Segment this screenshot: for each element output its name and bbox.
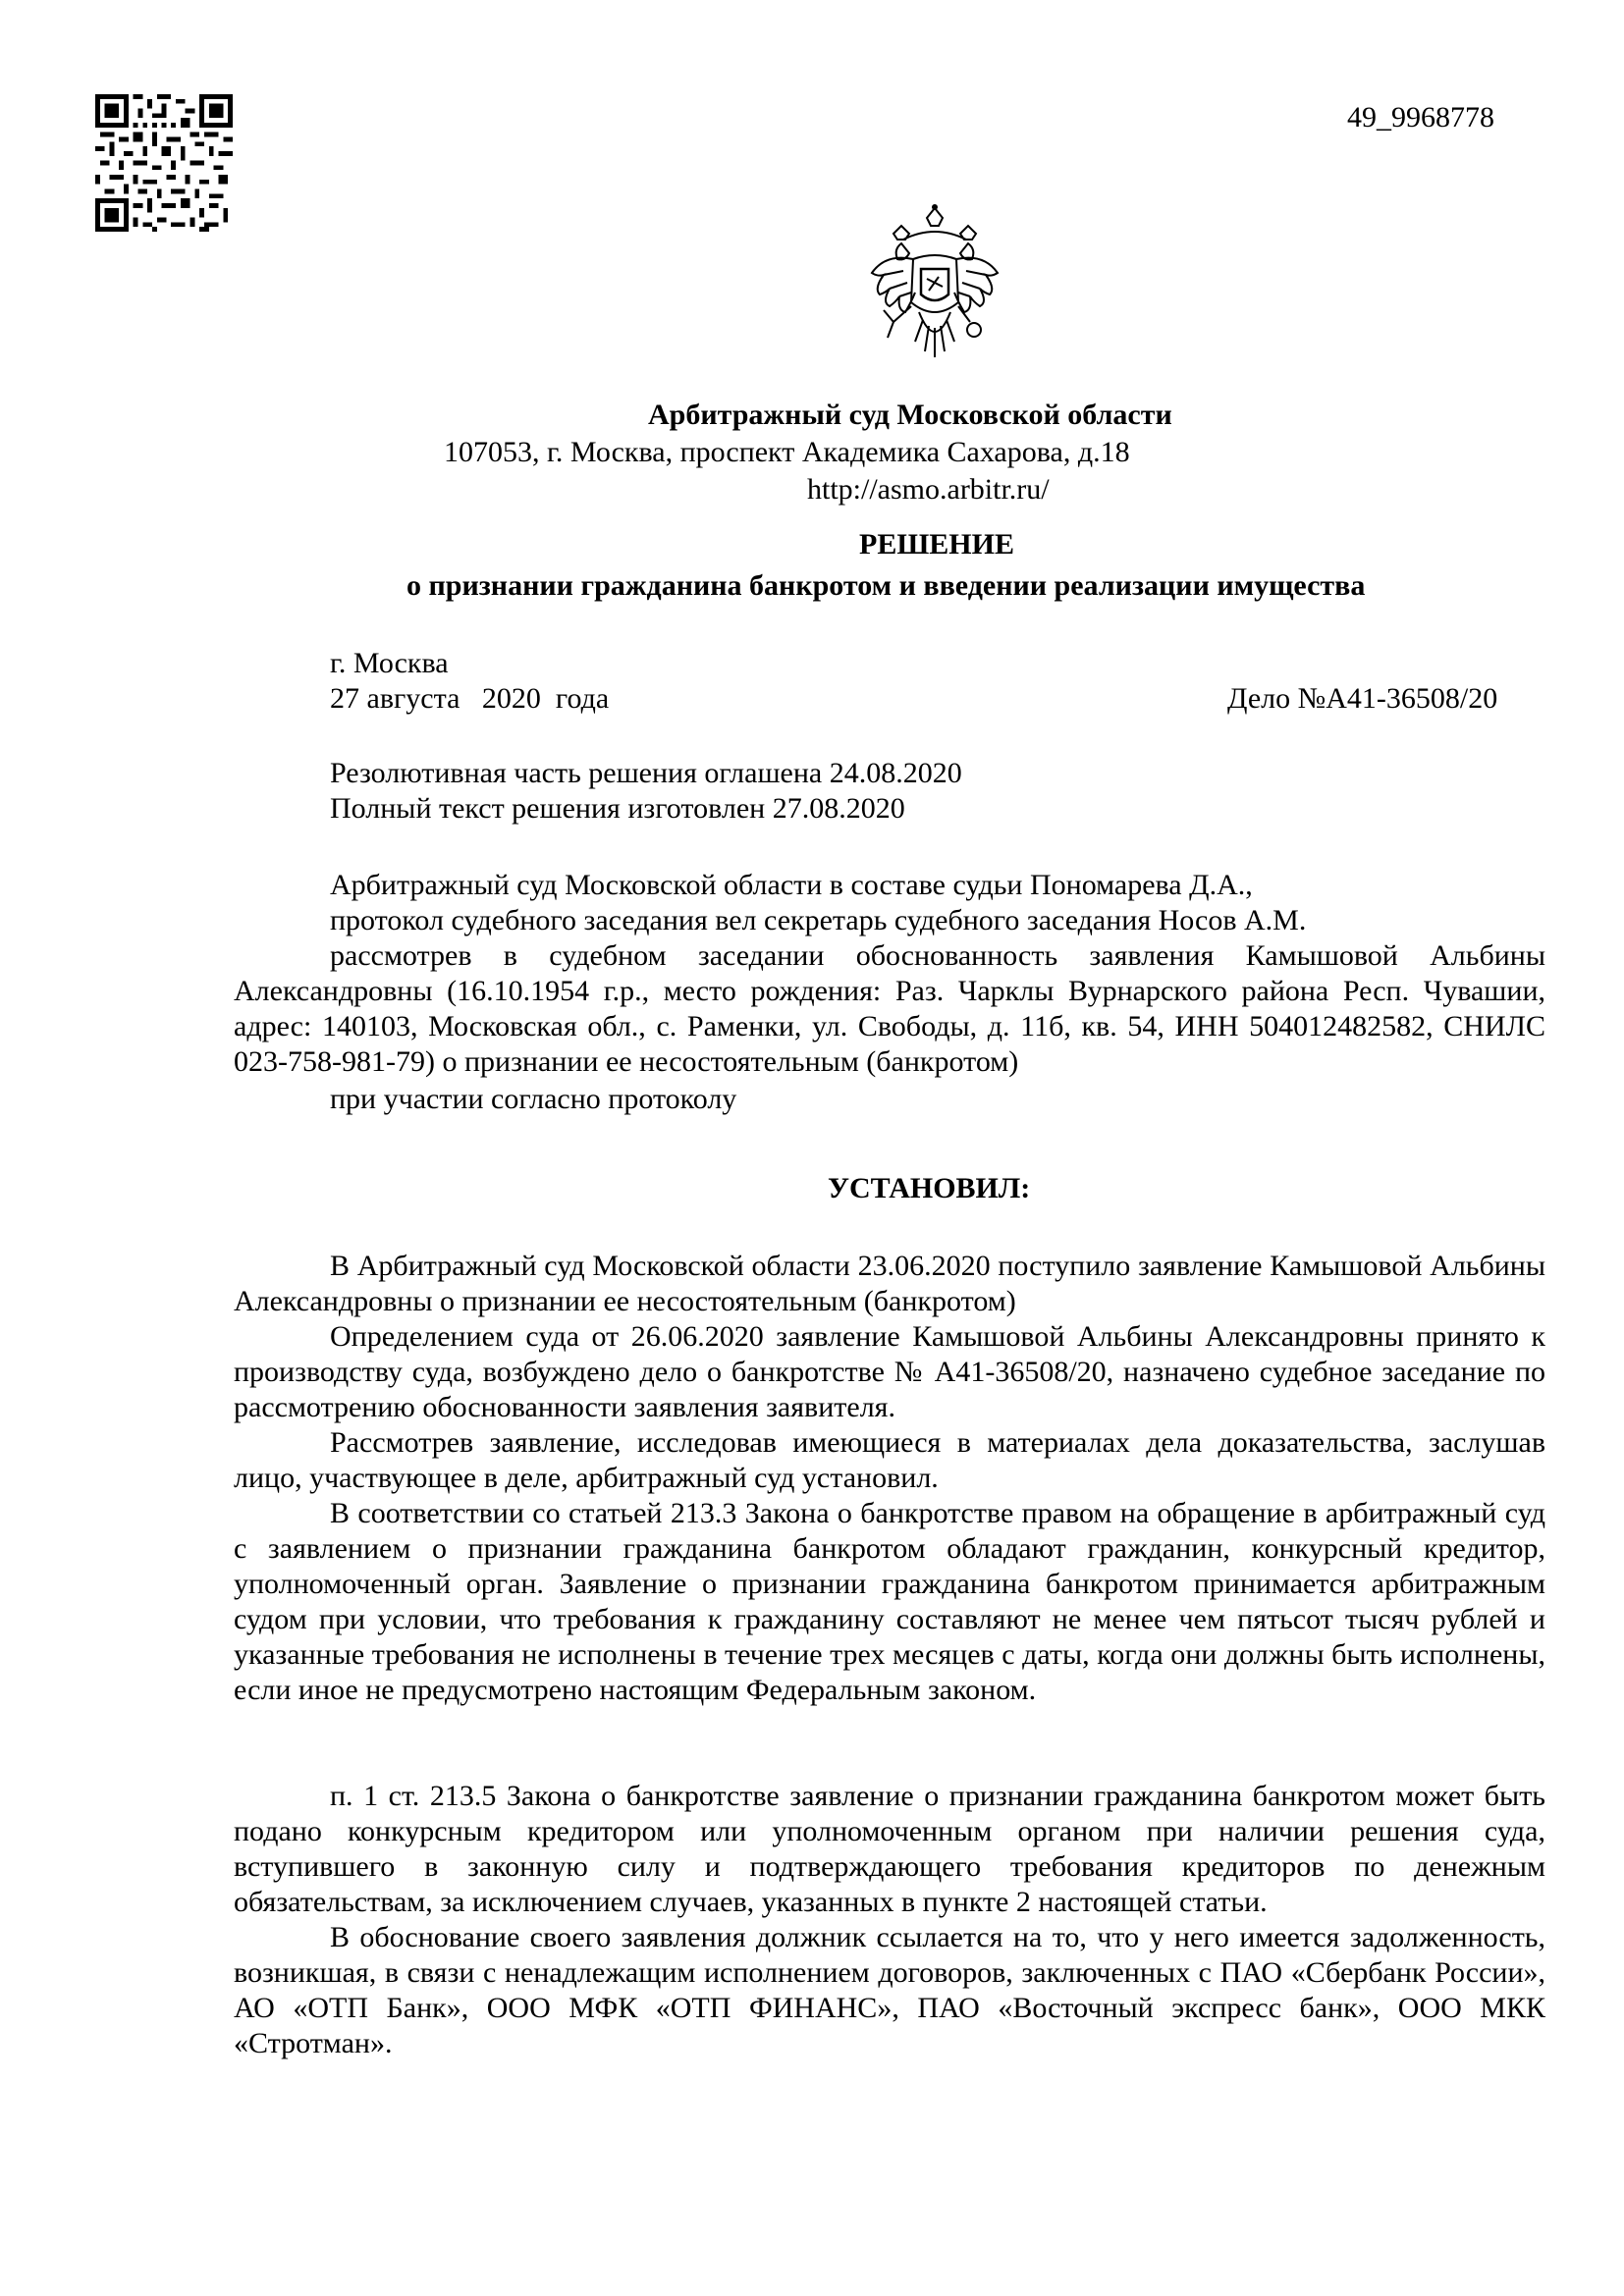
coat-of-arms-emblem <box>864 204 1005 371</box>
decision-title: РЕШЕНИЕ <box>859 528 1014 561</box>
case-consideration-paragraph: рассмотрев в судебном заседании обоснованность заявления Камышовой Альбины Александровны (16.10.1954 г.р., место рождения: Раз. Чарклы Вурнарского района Респ. Чувашии, адрес: 140103, Московская обл., с. Раменки, ул. Свободы, д. 11б, кв. 54, ИНН 504012482582, СНИЛС 023-758-981-79) о признании ее несостоятельным (банкротом) <box>234 939 1545 1078</box>
body-paragraph: В Арбитражный суд Московской области 23.06.2020 поступило заявление Камышовой Альбины Александровны о признании ее несостоятельным (банкротом) <box>234 1250 1545 1317</box>
operative-part-date: Резолютивная часть решения оглашена 24.08.2020 <box>330 757 962 789</box>
body-paragraph: В обоснование своего заявления должник ссылается на то, что у него имеется задолженность, возникшая, в связи с ненадлежащим исполнением договоров, заключенных с ПАО «Сбербанк России», АО «ОТП Банк», ООО МФК «ОТП ФИНАНС», ПАО «Восточный экспресс банк», ООО МКК «Стротман». <box>234 1921 1545 2059</box>
court-secretary: протокол судебного заседания вел секретарь судебного заседания Носов А.М. <box>330 904 1307 936</box>
court-name: Арбитражный суд Московской области <box>648 399 1172 431</box>
decision-date: 27 августа 2020 года <box>330 682 610 715</box>
body-paragraph: п. 1 ст. 213.5 Закона о банкротстве заявление о признании гражданина банкротом может быть подано конкурсным кредитором или уполномоченным органом при наличии решения суда, вступившего в законную силу и подтверждающего требования кредиторов по денежным обязательствам, за исключением случаев, указанных в пункте 2 настоящей статьи. <box>234 1780 1545 1918</box>
decision-subtitle: о признании гражданина банкротом и введении реализации имущества <box>406 569 1366 602</box>
court-composition: Арбитражный суд Московской области в составе судьи Пономарева Д.А., <box>330 869 1253 901</box>
decision-city: г. Москва <box>330 647 449 679</box>
document-id: 49_9968778 <box>1347 101 1494 133</box>
full-text-date: Полный текст решения изготовлен 27.08.2020 <box>330 792 905 825</box>
body-paragraph: В соответствии со статьей 213.3 Закона о банкротстве правом на обращение в арбитражный суд с заявлением о признании гражданина банкротом обладают гражданин, конкурсный кредитор, уполномоченный орган. Заявление о признании гражданина банкротом принимается арбитражным судом при условии, что требования к гражданину составляют не менее чем пятьсот тысяч рублей и указанные требования не исполнены в течение трех месяцев с даты, когда они должны быть исполнены, если иное не предусмотрено настоящим Федеральным законом. <box>234 1497 1545 1706</box>
qr-code <box>95 94 233 232</box>
participation-line: при участии согласно протоколу <box>330 1083 737 1115</box>
court-address: 107053, г. Москва, проспект Академика Сахарова, д.18 <box>444 436 1130 468</box>
case-number: Дело №А41-36508/20 <box>1227 682 1498 715</box>
body-paragraph: Рассмотрев заявление, исследовав имеющиеся в материалах дела доказательства, заслушав лицо, участвующее в деле, арбитражный суд установил. <box>234 1426 1545 1494</box>
body-paragraph: Определением суда от 26.06.2020 заявление Камышовой Альбины Александровны принято к производству суда, возбуждено дело о банкротстве № А41-36508/20, назначено судебное заседание по рассмотрению обоснованности заявления заявителя. <box>234 1320 1545 1423</box>
court-website[interactable]: http://asmo.arbitr.ru/ <box>807 473 1050 506</box>
section-heading: УСТАНОВИЛ: <box>828 1172 1031 1204</box>
